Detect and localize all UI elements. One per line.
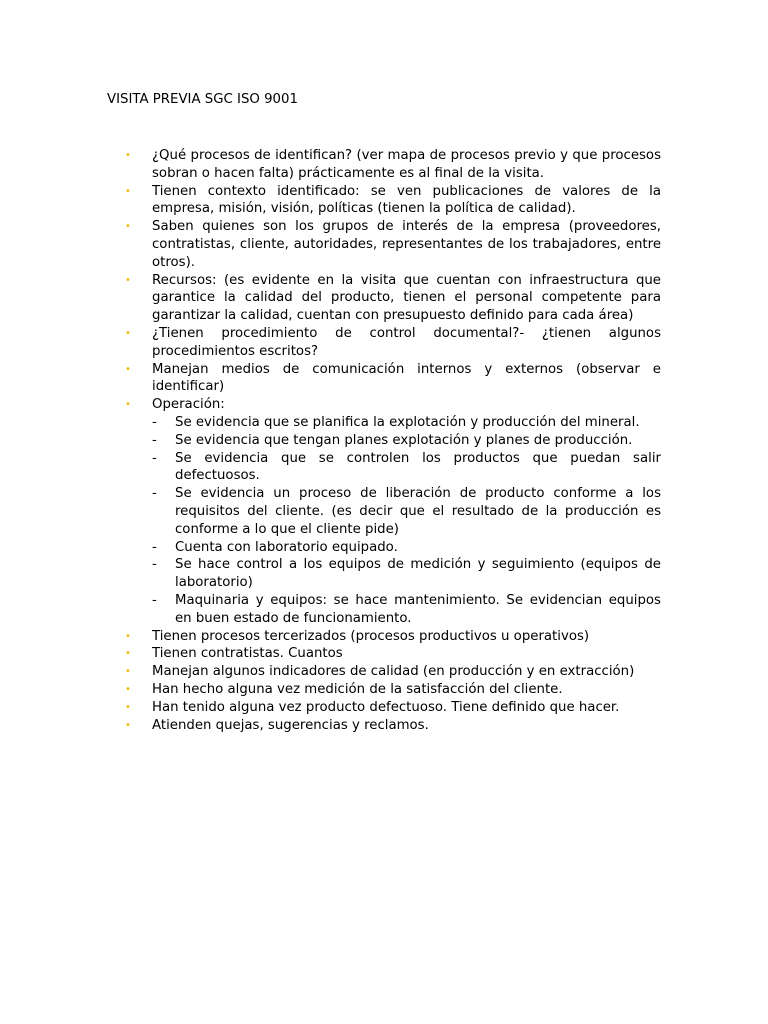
sub-list xyxy=(152,414,661,628)
bullet-dot-icon: • xyxy=(125,683,131,695)
list-item xyxy=(125,663,661,681)
list-item-text: Han hecho alguna vez medición de la satisfacción del cliente. xyxy=(152,681,563,697)
list-item-text: Manejan medios de comunicación internos y externos (observar e identificar) xyxy=(152,361,661,395)
dash-icon: - xyxy=(152,592,157,608)
list-item-text: Recursos: (es evidente en la visita que cuentan con infraestructura que garantice la calidad del producto, tienen el personal competente para garantizar la calidad, cuentan con presupuesto definido para cada área) xyxy=(152,272,661,324)
list-item xyxy=(125,628,661,646)
bullet-dot-icon: • xyxy=(125,701,131,713)
list-item-text: ¿Tienen procedimiento de control documental?- ¿tienen algunos procedimientos escritos? xyxy=(152,325,661,359)
sub-list-item xyxy=(152,592,661,628)
list-item xyxy=(125,645,661,663)
sub-list-item-text: Maquinaria y equipos: se hace mantenimiento. Se evidencian equipos en buen estado de funcionamiento. xyxy=(175,592,661,626)
list-item xyxy=(125,325,661,361)
document-title: VISITA PREVIA SGC ISO 9001 xyxy=(107,92,298,107)
list-item xyxy=(125,361,661,397)
bullet-dot-icon: • xyxy=(125,150,131,161)
list-item-text: Tienen contexto identificado: se ven publicaciones de valores de la empresa, misión, visión, políticas (tienen la política de calidad). xyxy=(152,183,661,217)
dash-icon: - xyxy=(152,557,157,573)
checklist xyxy=(125,147,661,734)
sub-list-item xyxy=(152,485,661,538)
list-item xyxy=(125,183,661,219)
sub-list-item-text: Cuenta con laboratorio equipado. xyxy=(175,539,398,555)
sub-list-item xyxy=(152,556,661,592)
list-item xyxy=(125,147,661,183)
list-item xyxy=(125,681,661,699)
list-item-text: Manejan algunos indicadores de calidad (en producción y en extracción) xyxy=(152,664,635,680)
bullet-dot-icon: • xyxy=(125,648,131,660)
sub-list-item-text: Se hace control a los equipos de medición y seguimiento (equipos de laboratorio) xyxy=(175,557,661,591)
bullet-dot-icon: • xyxy=(125,327,131,339)
bullet-dot-icon: • xyxy=(125,399,131,411)
bullet-dot-icon: • xyxy=(125,221,131,233)
list-item xyxy=(125,218,661,271)
sub-list-item xyxy=(152,432,661,450)
dash-icon: - xyxy=(152,486,157,502)
bullet-dot-icon: • xyxy=(125,363,131,375)
sub-list-item xyxy=(152,450,661,486)
sub-list-item xyxy=(152,539,661,557)
list-item-text: Saben quienes son los grupos de interés de la empresa (proveedores, contratistas, cliente, autoridades, representantes de los trabajadores, entre otros). xyxy=(152,219,661,270)
dash-icon: - xyxy=(152,539,157,555)
list-item-text: ¿Qué procesos de identifican? (ver mapa de procesos previo y que procesos sobran o hacen falta) prácticamente es al final de la visita. xyxy=(152,148,661,181)
bullet-dot-icon: • xyxy=(125,630,131,642)
bullet-dot-icon: • xyxy=(125,274,131,286)
list-item-text: Tienen procesos tercerizados (procesos productivos u operativos) xyxy=(152,628,590,644)
sub-list-item xyxy=(152,414,661,432)
list-item xyxy=(125,396,661,627)
sub-list-item-text: Se evidencia que tengan planes explotación y planes de producción. xyxy=(175,432,633,448)
sub-list-item-text: Se evidencia un proceso de liberación de producto conforme a los requisitos del cliente. (es decir que el resultado de la producción es conforme a lo que el cliente pide) xyxy=(175,486,661,537)
dash-icon: - xyxy=(152,432,157,448)
bullet-dot-icon: • xyxy=(125,185,131,197)
dash-icon: - xyxy=(152,414,157,430)
dash-icon: - xyxy=(152,450,157,466)
list-item xyxy=(125,699,661,717)
bullet-dot-icon: • xyxy=(125,719,131,731)
list-item-text: Operación: xyxy=(152,397,225,413)
list-item xyxy=(125,717,661,735)
list-item xyxy=(125,272,661,325)
bullet-dot-icon: • xyxy=(125,666,131,678)
list-item-text: Han tenido alguna vez producto defectuoso. Tiene definido que hacer. xyxy=(152,699,620,715)
list-item-text: Tienen contratistas. Cuantos xyxy=(152,646,343,662)
list-item-text: Atienden quejas, sugerencias y reclamos. xyxy=(152,717,429,733)
sub-list-item-text: Se evidencia que se controlen los productos que puedan salir defectuosos. xyxy=(175,450,661,484)
sub-list-item-text: Se evidencia que se planifica la explotación y producción del mineral. xyxy=(175,414,640,430)
